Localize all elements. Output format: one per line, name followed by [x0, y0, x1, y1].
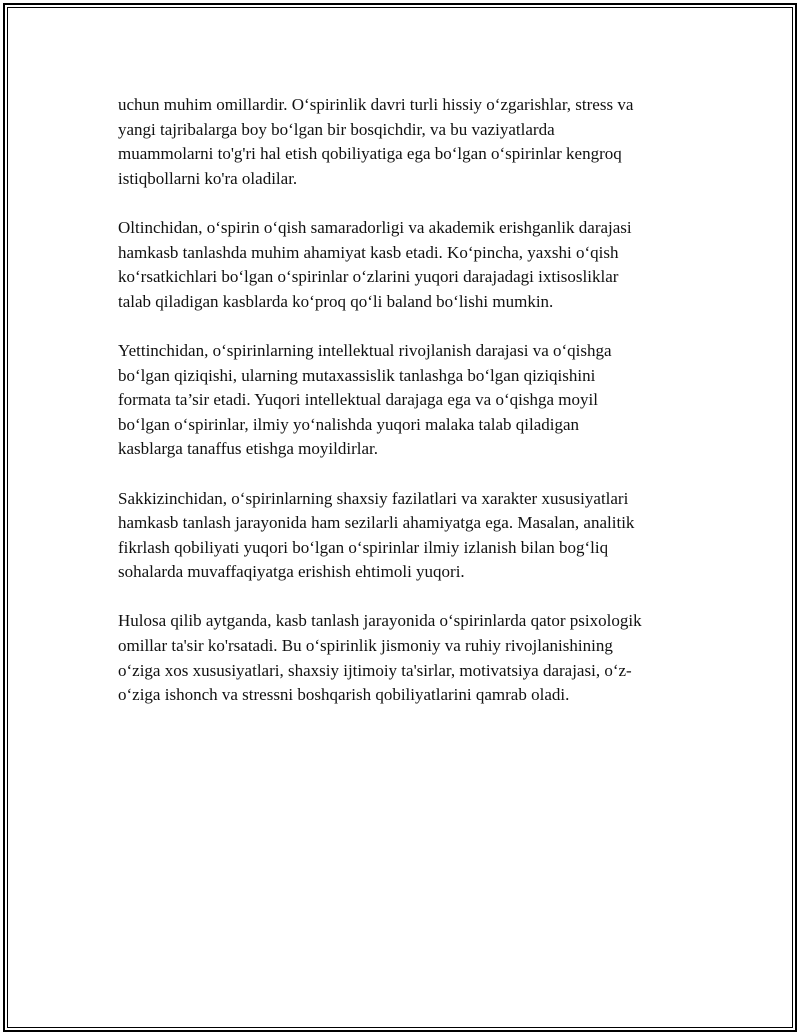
text-line: Yettinchidan, o‘spirinlarning intellektual rivojlanish darajasi va o‘qishga — [118, 340, 612, 360]
text-line: formata ta’sir etadi. Yuqori intellektual darajaga ega va o‘qishga moyil — [118, 390, 598, 410]
text-line: Hulosa qilib aytganda, kasb tanlash jarayonida o‘spirinlarda qator psixologik — [118, 611, 642, 631]
text-line: muammolarni to'g'ri hal etish qobiliyatiga ega bo‘lgan o‘spirinlar kengroq — [118, 144, 622, 164]
paragraph-4 — [118, 487, 698, 585]
text-line: Oltinchidan, o‘spirin o‘qish samaradorligi va akademik erishganlik darajasi — [118, 217, 632, 237]
text-line: omillar ta'sir ko'rsatadi. Bu o‘spirinlik jismoniy va ruhiy rivojlanishining — [118, 636, 613, 656]
paragraph-2 — [118, 216, 698, 314]
text-line: sohalarda muvaffaqiyatga erishish ehtimoli yuqori. — [118, 562, 465, 582]
text-line: o‘ziga xos xususiyatlari, shaxsiy ijtimoiy ta'sirlar, motivatsiya darajasi, o‘z- — [118, 660, 632, 680]
text-line: hamkasb tanlashda muhim ahamiyat kasb etadi. Ko‘pincha, yaxshi o‘qish — [118, 242, 619, 262]
document-body — [118, 93, 698, 732]
paragraph-5 — [118, 609, 698, 707]
text-line: talab qiladigan kasblarda ko‘proq qo‘li baland bo‘lishi mumkin. — [118, 291, 554, 311]
text-line: hamkasb tanlash jarayonida ham sezilarli ahamiyatga ega. Masalan, analitik — [118, 513, 635, 533]
text-line: bo‘lgan qiziqishi, ularning mutaxassislik tanlashga bo‘lgan qiziqishini — [118, 365, 596, 385]
text-line: istiqbollarni ko'ra oladilar. — [118, 168, 298, 188]
paragraph-3 — [118, 339, 698, 462]
text-line: o‘ziga ishonch va stressni boshqarish qobiliyatlarini qamrab oladi. — [118, 685, 570, 705]
text-line: bo‘lgan o‘spirinlar, ilmiy yo‘nalishda yuqori malaka talab qiladigan — [118, 414, 580, 434]
text-line: kasblarga tanaffus etishga moyildirlar. — [118, 439, 378, 459]
text-line: fikrlash qobiliyati yuqori bo‘lgan o‘spirinlar ilmiy izlanish bilan bog‘liq — [118, 537, 609, 557]
text-line: Sakkizinchidan, o‘spirinlarning shaxsiy fazilatlari va xarakter xususiyatlari — [118, 488, 629, 508]
text-line: uchun muhim omillardir. O‘spirinlik davri turli hissiy o‘zgarishlar, stress va — [118, 95, 634, 114]
text-line: yangi tajribalarga boy bo‘lgan bir bosqichdir, va bu vaziyatlarda — [118, 119, 555, 139]
text-line: ko‘rsatkichlari bo‘lgan o‘spirinlar o‘zlarini yuqori darajadagi ixtisosliklar — [118, 267, 619, 287]
paragraph-1 — [118, 93, 698, 191]
